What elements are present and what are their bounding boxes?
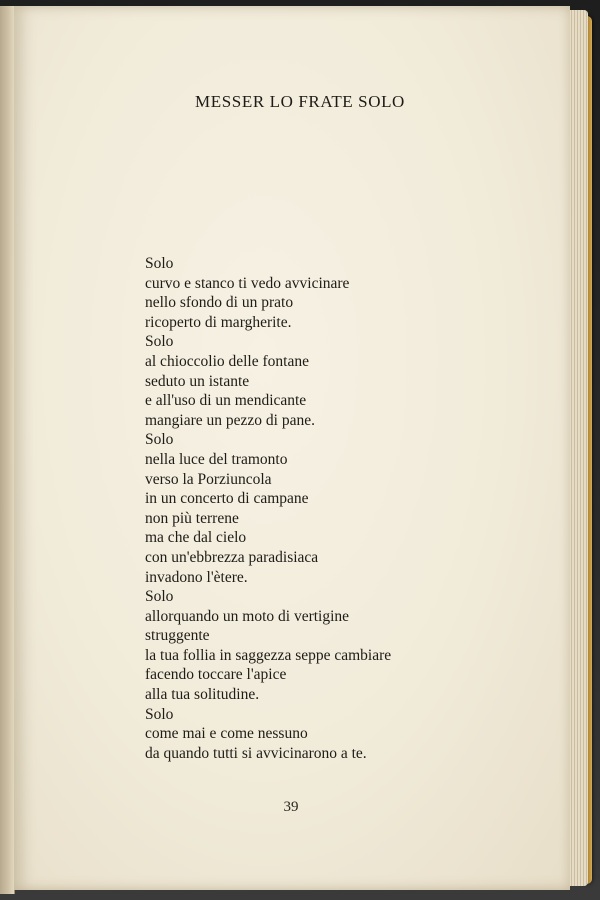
poem-line: Solo (145, 333, 174, 351)
poem-line: mangiare un pezzo di pane. (145, 411, 315, 429)
poem-line: facendo toccare l'apice (145, 666, 287, 684)
poem-body (145, 254, 545, 763)
poem-line: invadono l'ètere. (145, 568, 248, 586)
poem-line: curvo e stanco ti vedo avvicinare (145, 274, 350, 292)
poem-line: nello sfondo di un prato (145, 294, 294, 312)
poem-line: Solo (145, 255, 174, 272)
poem-line: nella luce del tramonto (145, 450, 288, 468)
poem-line: verso la Porziuncola (145, 470, 272, 488)
poem-line: non più terrene (145, 509, 239, 527)
poem-line: in un concerto di campane (145, 490, 309, 508)
poem-line: ma che dal cielo (145, 529, 247, 547)
poem-line: ricoperto di margherite. (145, 313, 292, 331)
poem-line: la tua follia in saggezza seppe cambiare (145, 646, 392, 664)
poem-line: Solo (145, 705, 174, 723)
poem-line: con un'ebbrezza paradisiaca (145, 548, 319, 566)
poem-line: Solo (145, 431, 174, 449)
poem-line: come mai e come nessuno (145, 725, 308, 743)
page-number: 39 (283, 799, 299, 815)
poem-line: e all'uso di un mendicante (145, 392, 307, 410)
poem-line: al chioccolio delle fontane (145, 352, 309, 370)
poem-line: alla tua solitudine. (145, 686, 260, 704)
poem-line: struggente (145, 627, 210, 645)
poem-line: allorquando un moto di vertigine (145, 607, 350, 625)
left-page-edge (0, 6, 15, 894)
poem-line: seduto un istante (145, 372, 250, 390)
poem-title: MESSER LO FRATE SOLO (195, 92, 405, 111)
poem-line: da quando tutti si avvicinarono a te. (145, 744, 367, 762)
poem-line: Solo (145, 588, 174, 606)
